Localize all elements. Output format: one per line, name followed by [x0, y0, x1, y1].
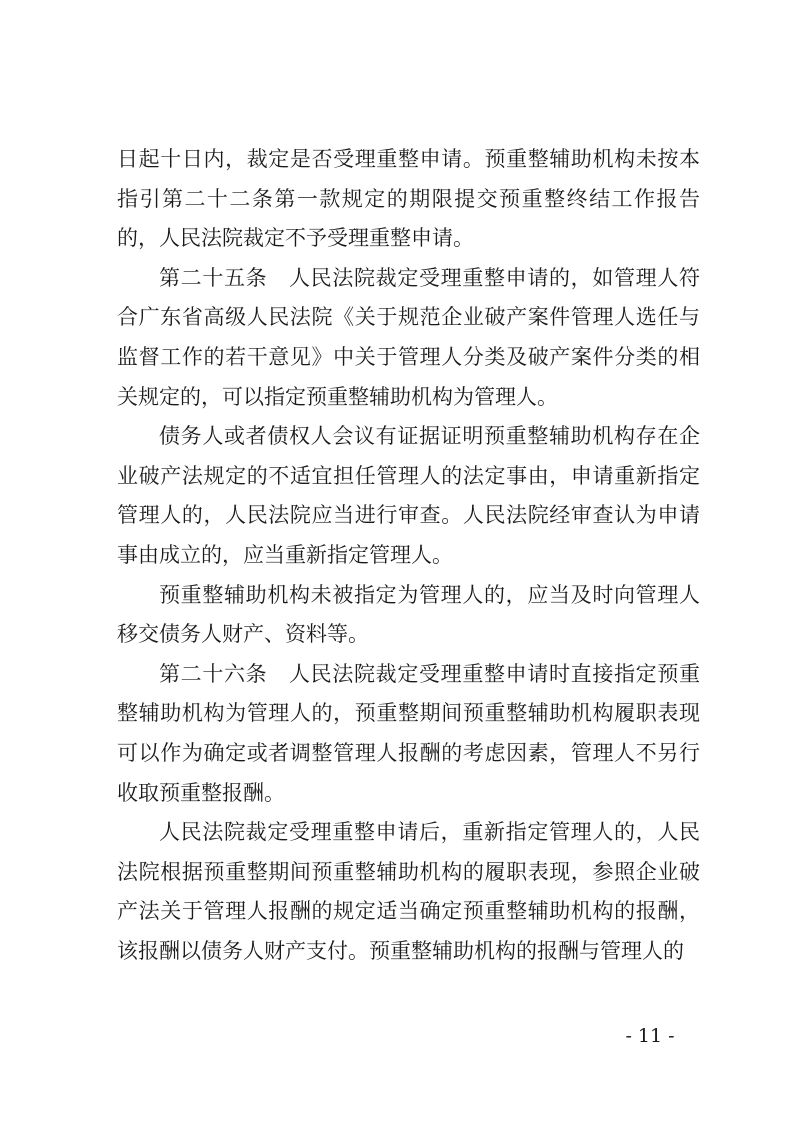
paragraph-3: 债务人或者债权人会议有证据证明预重整辅助机构存在企业破产法规定的不适宜担任管理人的法定事由，申请重新指定管理人的，人民法院应当进行审查。人民法院经审查认为申请事由成立的，应当重新指定管理人。 [117, 424, 700, 567]
paragraph-6: 人民法院裁定受理重整申请后，重新指定管理人的，人民法院根据预重整期间预重整辅助机构的履职表现，参照企业破产法关于管理人报酬的规定适当确定预重整辅助机构的报酬，该报酬以债务人财产支付。预重整辅助机构的报酬与管理人的 [117, 820, 700, 963]
page-number: - 11 - [625, 1025, 675, 1047]
paragraph-article-26: 第二十六条 人民法院裁定受理重整申请时直接指定预重整辅助机构为管理人的，预重整期间预重整辅助机构履职表现可以作为确定或者调整管理人报酬的考虑因素，管理人不另行收取预重整报酬。 [117, 661, 700, 805]
paragraph-1: 日起十日内，裁定是否受理重整申请。预重整辅助机构未按本指引第二十二条第一款规定的期限提交预重整终结工作报告的，人民法院裁定不予受理重整申请。 [117, 147, 700, 251]
paragraph-article-25: 第二十五条 人民法院裁定受理重整申请的，如管理人符合广东省高级人民法院《关于规范企业破产案件管理人选任与监督工作的若干意见》中关于管理人分类及破产案件分类的相关规定的，可以指定预重整辅助机构为管理人。 [117, 265, 700, 409]
body-text [117, 140, 700, 971]
paragraph-4: 预重整辅助机构未被指定为管理人的，应当及时向管理人移交债务人财产、资料等。 [117, 582, 700, 647]
